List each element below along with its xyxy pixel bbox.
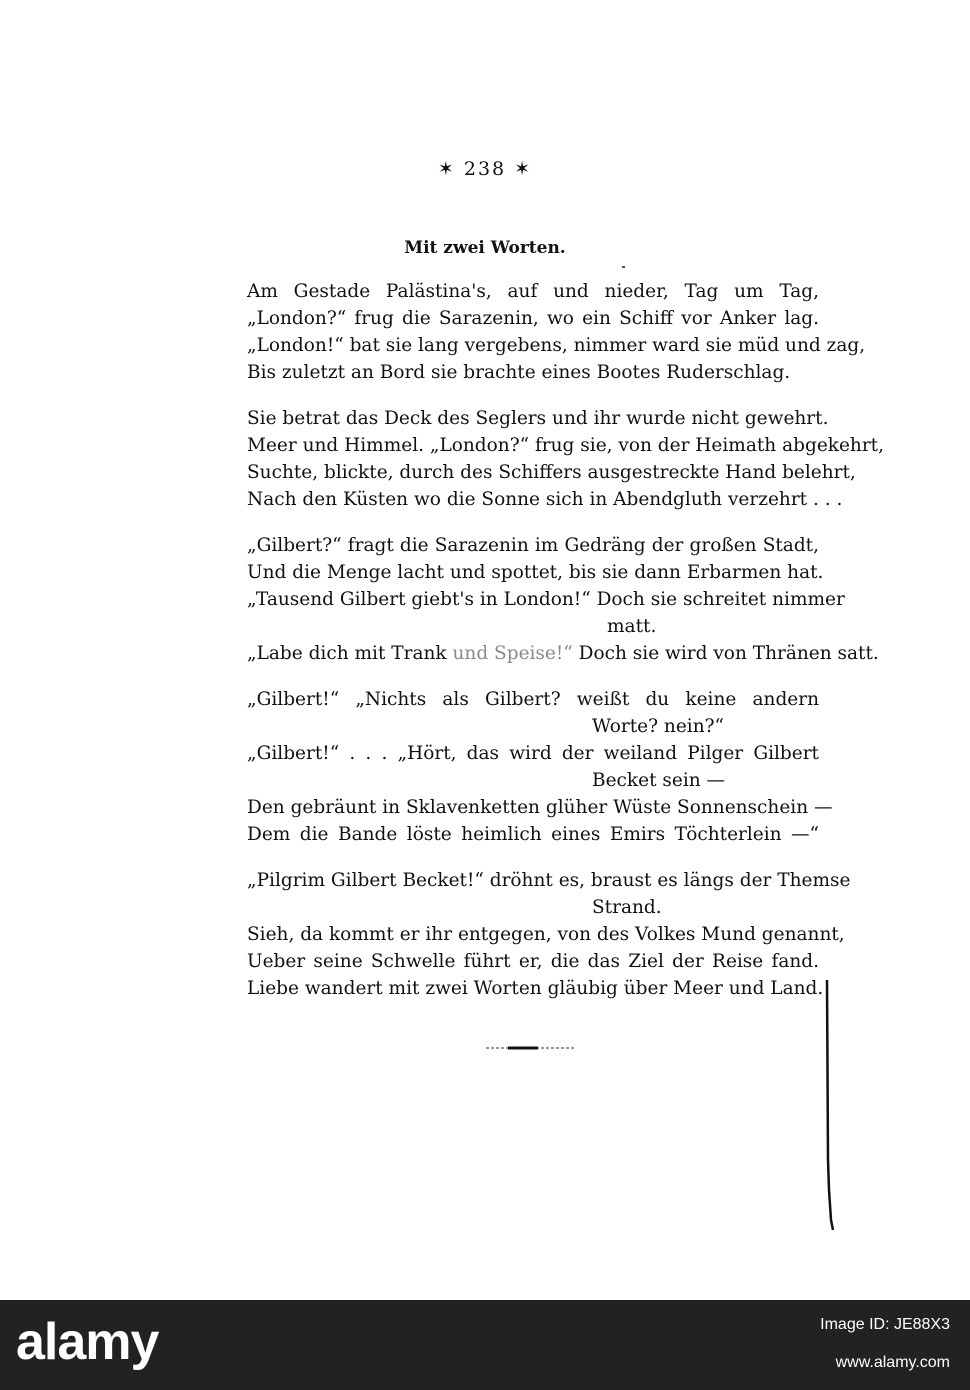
end-ornament <box>486 1046 576 1050</box>
poem-line-part: Doch sie wird von Thränen satt. <box>578 643 879 664</box>
poem-line: Nach den Küsten wo die Sonne sich in Abendgluth verzehrt . . . <box>247 489 843 510</box>
poem-line-continuation: matt. <box>607 616 657 637</box>
stanza-5 <box>247 867 851 1002</box>
poem-line: Suchte, blickte, durch des Schiffers ausgestreckte Hand belehrt, <box>247 462 856 483</box>
ink-speck <box>622 266 625 268</box>
watermark-footer <box>0 1300 970 1390</box>
scan-edge-mark <box>822 980 834 1230</box>
poem-body <box>247 278 884 1021</box>
poem-line: Dem die Bande löste heimlich eines Emirs Töchterlein —“ <box>247 824 819 845</box>
faded-text: und Speise!“ <box>452 643 573 664</box>
poem-line: „Gilbert!“ „Nichts als Gilbert? weißt du keine andern <box>247 689 819 710</box>
website-url: www.alamy.com <box>835 1354 950 1371</box>
poem-line: „London!“ bat sie lang vergebens, nimmer ward sie müd und zag, <box>247 335 866 356</box>
poem-line: „Tausend Gilbert giebt's in London!“ Doch sie schreitet nimmer <box>247 589 845 610</box>
poem-line-continuation: Strand. <box>592 897 662 918</box>
poem-line: „Pilgrim Gilbert Becket!“ dröhnt es, braust es längs der Themse <box>247 870 851 891</box>
stanza-2 <box>247 405 884 513</box>
poem-line: Den gebräunt in Sklavenketten glüher Wüste Sonnenschein — <box>247 797 833 818</box>
poem-line-continuation: Becket sein — <box>592 770 726 791</box>
poem-line: „Gilbert?“ fragt die Sarazenin im Gedräng der großen Stadt, <box>247 535 819 556</box>
poem-line: Sieh, da kommt er ihr entgegen, von des Volkes Mund genannt, <box>247 924 845 945</box>
page-number: ✶ 238 ✶ <box>437 158 533 180</box>
poem-line: Und die Menge lacht und spottet, bis sie dann Erbarmen hat. <box>247 562 824 583</box>
poem-line-part: „Labe dich mit Trank <box>247 643 447 664</box>
poem-title: Mit zwei Worten. <box>404 238 566 258</box>
poem-line: „London?“ frug die Sarazenin, wo ein Schiff vor Anker lag. <box>247 308 819 329</box>
brand-logo: alamy <box>16 1313 159 1371</box>
poem-line: Sie betrat das Deck des Seglers und ihr wurde nicht gewehrt. <box>247 408 829 429</box>
poem-line: „Gilbert!“ . . . „Hört, das wird der weiland Pilger Gilbert <box>247 743 819 764</box>
stanza-4 <box>247 686 833 848</box>
stanza-1 <box>247 278 866 386</box>
poem-line-continuation: Worte? nein?“ <box>592 716 724 737</box>
poem-line: Meer und Himmel. „London?“ frug sie, von der Heimath abgekehrt, <box>247 435 884 456</box>
stanza-3 <box>247 532 879 667</box>
poem-line <box>247 640 879 667</box>
poem-line: Liebe wandert mit zwei Worten gläubig über Meer und Land. <box>247 978 824 999</box>
poem-line: Bis zuletzt an Bord sie brachte eines Bootes Ruderschlag. <box>247 362 791 383</box>
poem-line: Ueber seine Schwelle führt er, die das Ziel der Reise fand. <box>247 951 819 972</box>
poem-line: Am Gestade Palästina's, auf und nieder, Tag um Tag, <box>247 281 819 302</box>
image-id-label: Image ID: JE88X3 <box>820 1316 950 1333</box>
